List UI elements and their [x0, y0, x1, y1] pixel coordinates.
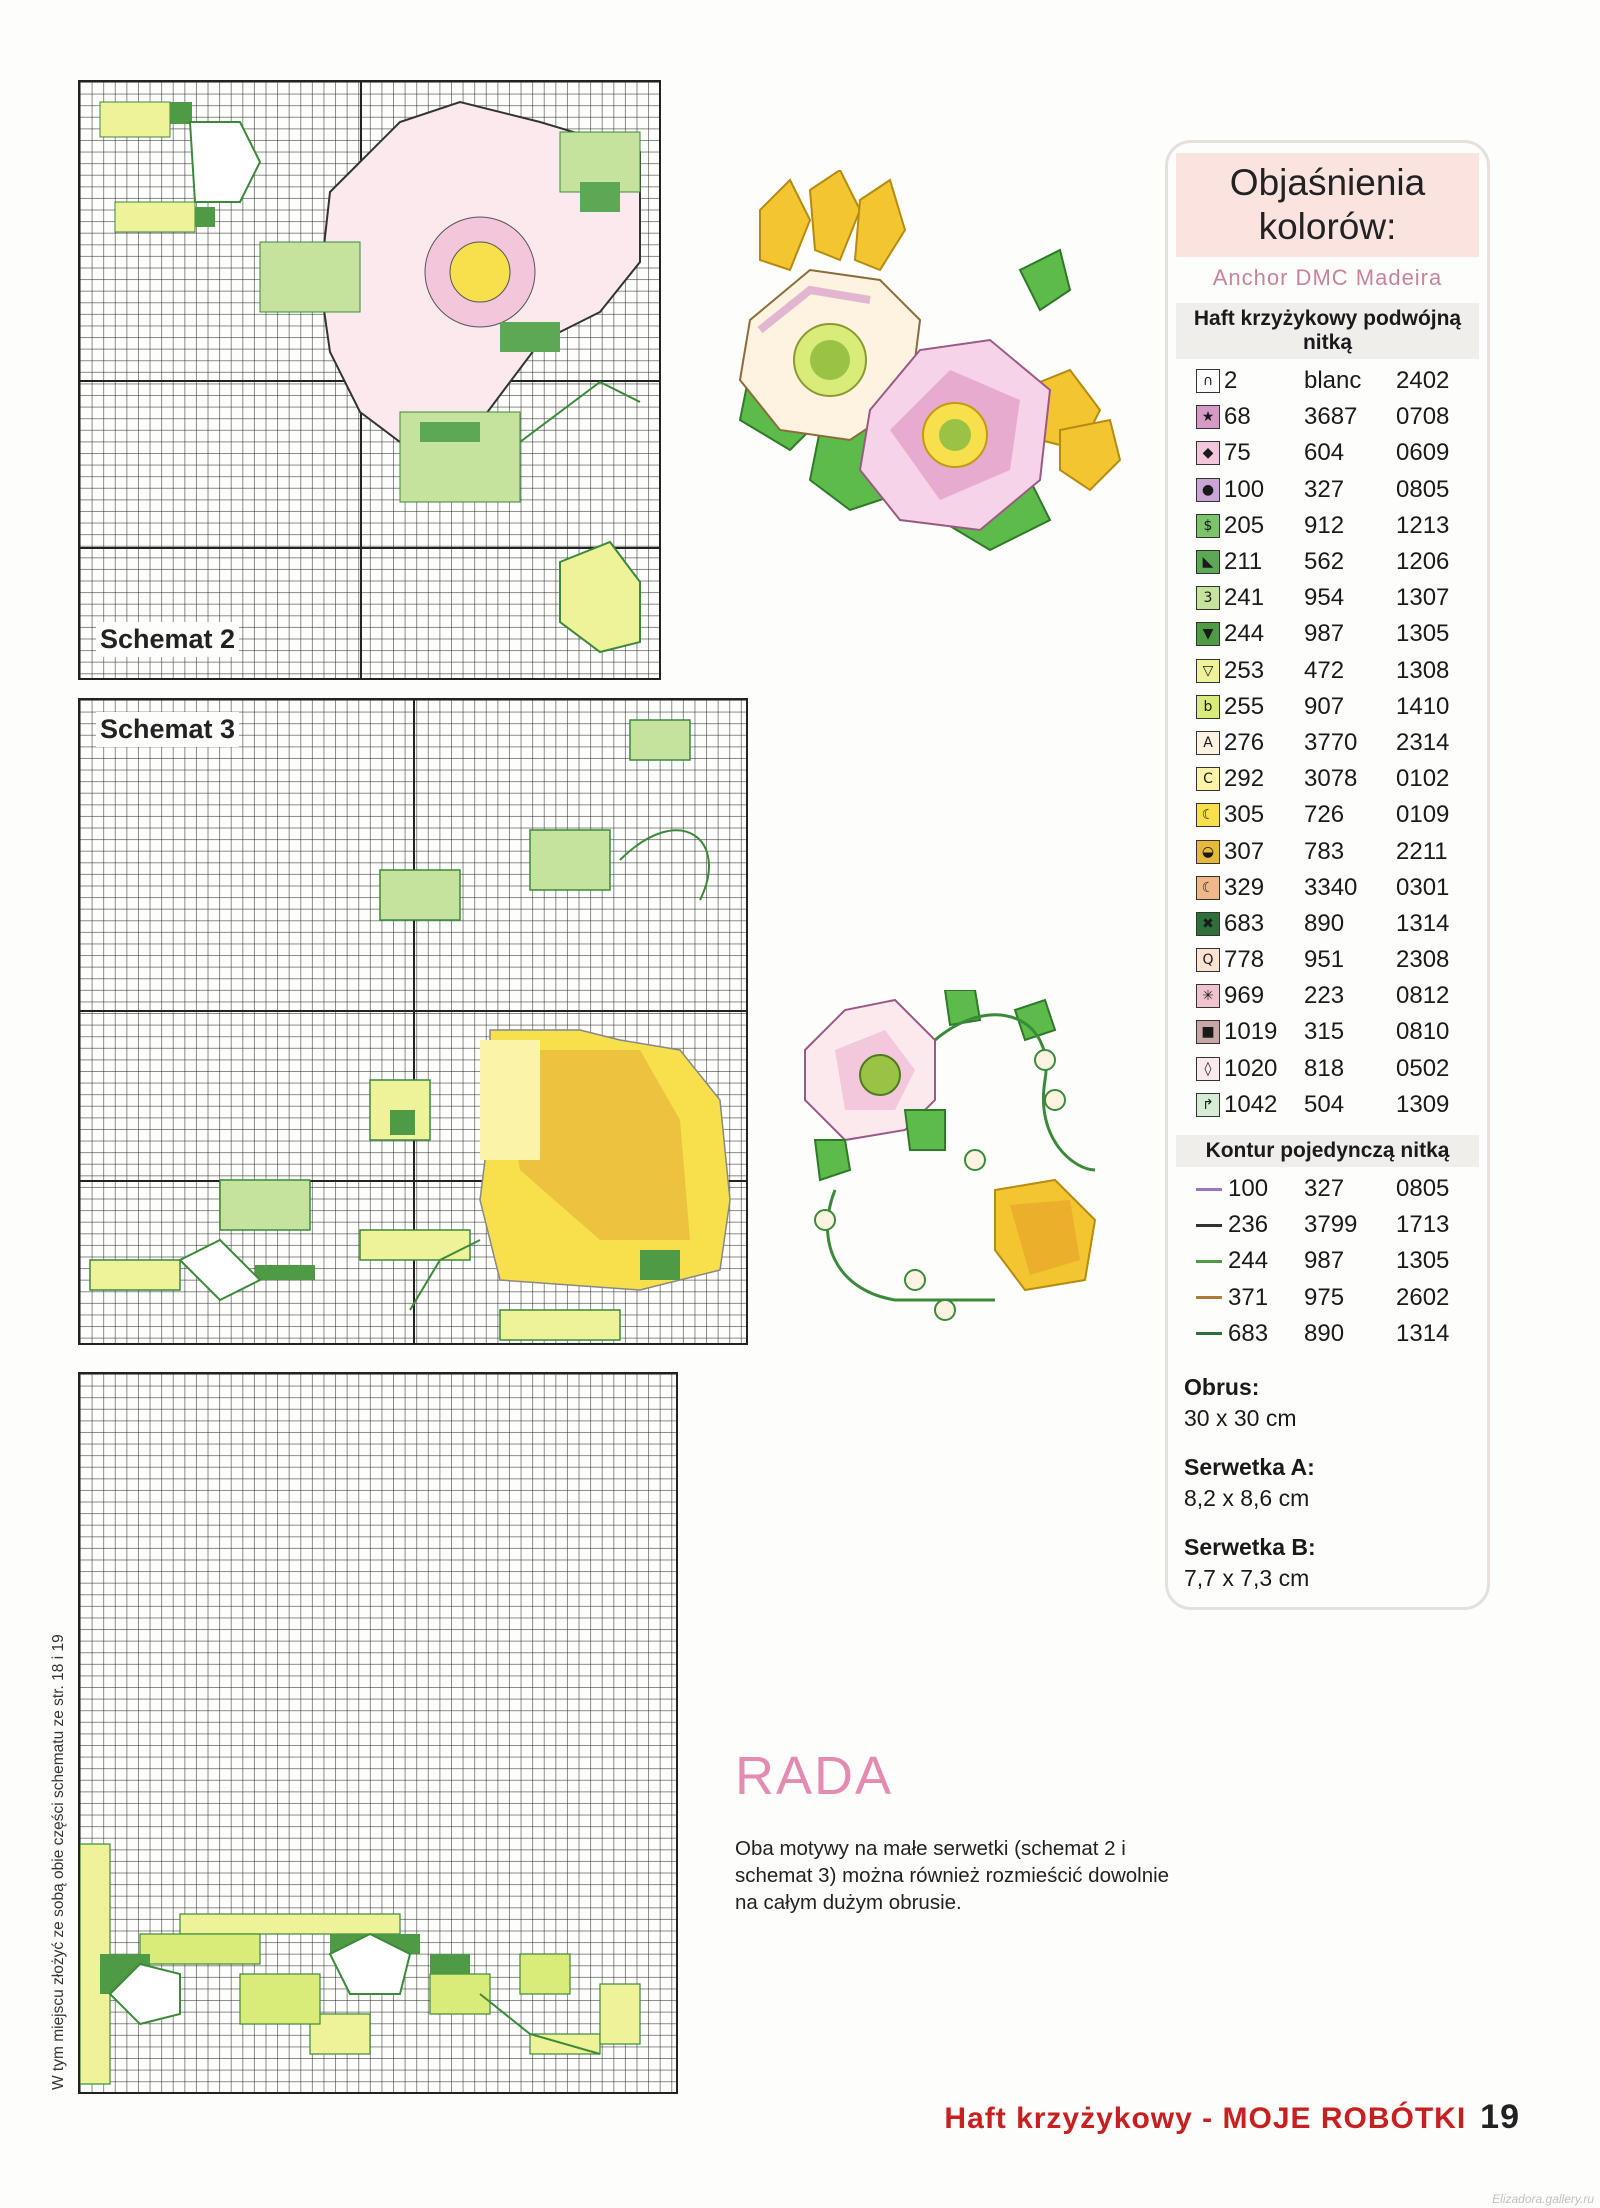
- rada-title: RADA: [735, 1746, 894, 1806]
- size-entry: [1184, 1534, 1487, 1592]
- dmc-code: 223: [1304, 982, 1345, 1010]
- anchor-code: 1042: [1224, 1090, 1278, 1118]
- legend-symbol: A: [1196, 731, 1220, 755]
- outline-line-swatch: [1196, 1188, 1222, 1191]
- size-label: Serwetka A:: [1184, 1453, 1315, 1480]
- legend-symbol: ✳: [1196, 984, 1220, 1008]
- dmc-code: 562: [1304, 548, 1345, 576]
- legend-symbol: Q: [1196, 948, 1220, 972]
- color-legend: [1165, 140, 1490, 1610]
- legend-row: [1168, 435, 1487, 471]
- anchor-code: 683: [1228, 1319, 1269, 1347]
- legend-symbol: ↱: [1196, 1093, 1220, 1117]
- anchor-code: 255: [1224, 692, 1265, 720]
- madeira-code: 0810: [1396, 1018, 1450, 1046]
- legend-symbol: b: [1196, 695, 1220, 719]
- legend-row: [1168, 363, 1487, 399]
- legend-brands: Anchor DMC Madeira: [1212, 265, 1443, 290]
- size-value: 30 x 30 cm: [1184, 1404, 1297, 1431]
- legend-row: [1168, 906, 1487, 942]
- anchor-code: 100: [1224, 475, 1265, 503]
- anchor-code: 1020: [1224, 1054, 1278, 1082]
- legend-symbol: ▽: [1196, 659, 1220, 683]
- dmc-code: 327: [1304, 1175, 1345, 1203]
- legend-symbol: 3: [1196, 586, 1220, 610]
- dmc-code: 818: [1304, 1054, 1345, 1082]
- madeira-code: 2211: [1396, 837, 1448, 865]
- page-footer: [944, 2098, 1520, 2137]
- dmc-code: 3078: [1304, 765, 1358, 793]
- madeira-code: 0708: [1396, 403, 1450, 431]
- legend-row: [1168, 942, 1487, 978]
- dmc-code: 987: [1304, 1247, 1345, 1275]
- madeira-code: 0102: [1396, 765, 1450, 793]
- legend-symbol: $: [1196, 514, 1220, 538]
- legend-symbol: ∩: [1196, 369, 1220, 393]
- outline-line-swatch: [1196, 1332, 1222, 1335]
- madeira-code: 1314: [1396, 909, 1450, 937]
- kontur-row: [1168, 1316, 1487, 1352]
- size-entry: [1184, 1454, 1487, 1512]
- legend-row: [1168, 580, 1487, 616]
- legend-symbol: ◊: [1196, 1057, 1220, 1081]
- legend-row: [1168, 472, 1487, 508]
- size-value: 8,2 x 8,6 cm: [1184, 1484, 1310, 1511]
- legend-symbol: ☾: [1196, 803, 1220, 827]
- legend-section-outline: Kontur pojedynczą nitką: [1176, 1135, 1479, 1167]
- dmc-code: 907: [1304, 692, 1345, 720]
- schemat-3-label: Schemat 3: [96, 712, 239, 747]
- madeira-code: 0609: [1396, 439, 1450, 467]
- madeira-code: 1713: [1396, 1211, 1450, 1239]
- legend-row: [1168, 725, 1487, 761]
- madeira-code: 1307: [1396, 584, 1450, 612]
- anchor-code: 371: [1228, 1283, 1269, 1311]
- legend-sizes: [1168, 1374, 1487, 1592]
- legend-symbol: ■: [1196, 1020, 1220, 1044]
- madeira-code: 1410: [1396, 692, 1450, 720]
- legend-row: [1168, 653, 1487, 689]
- anchor-code: 307: [1224, 837, 1265, 865]
- obrus-pattern: [80, 1374, 680, 2096]
- anchor-code: 2: [1224, 367, 1238, 395]
- size-entry: [1184, 1374, 1487, 1432]
- madeira-code: 0812: [1396, 982, 1450, 1010]
- madeira-code: 0502: [1396, 1054, 1450, 1082]
- anchor-code: 1019: [1224, 1018, 1278, 1046]
- dmc-code: 890: [1304, 1319, 1345, 1347]
- legend-row: [1168, 1051, 1487, 1087]
- schemat-3-pattern: [80, 700, 750, 1347]
- footer-text: Haft krzyżykowy - MOJE ROBÓTKI: [944, 2102, 1467, 2135]
- legend-symbol: ★: [1196, 405, 1220, 429]
- anchor-code: 236: [1228, 1211, 1269, 1239]
- legend-row: [1168, 978, 1487, 1014]
- size-label: Obrus:: [1184, 1373, 1260, 1400]
- anchor-code: 305: [1224, 801, 1265, 829]
- legend-symbol: ◒: [1196, 840, 1220, 864]
- legend-row: [1168, 1087, 1487, 1123]
- madeira-code: 1305: [1396, 620, 1450, 648]
- dmc-code: 472: [1304, 656, 1345, 684]
- side-note: W tym miejscu złożyć ze sobą obie części schematu ze str. 18 i 19: [50, 1634, 67, 2090]
- dmc-code: 315: [1304, 1018, 1345, 1046]
- size-label: Serwetka B:: [1184, 1533, 1316, 1560]
- legend-section-cross-stitch: Haft krzyżykowy podwójną nitką: [1176, 303, 1479, 359]
- madeira-code: 1305: [1396, 1247, 1450, 1275]
- legend-row: [1168, 761, 1487, 797]
- legend-symbol: ●: [1196, 478, 1220, 502]
- schemat-2-grid: [78, 80, 661, 680]
- legend-symbol: ◆: [1196, 441, 1220, 465]
- dmc-code: 3340: [1304, 873, 1358, 901]
- outline-line-swatch: [1196, 1296, 1222, 1299]
- anchor-code: 253: [1224, 656, 1265, 684]
- madeira-code: 2602: [1396, 1283, 1450, 1311]
- anchor-code: 244: [1228, 1247, 1269, 1275]
- legend-symbol: ✖: [1196, 912, 1220, 936]
- dmc-code: 3687: [1304, 403, 1358, 431]
- dmc-code: 726: [1304, 801, 1345, 829]
- kontur-rows: [1168, 1171, 1487, 1352]
- kontur-row: [1168, 1171, 1487, 1207]
- anchor-code: 211: [1224, 548, 1263, 576]
- dmc-code: 3799: [1304, 1211, 1358, 1239]
- rada-body: Oba motywy na małe serwetki (schemat 2 i schemat 3) można również rozmieścić dowolnie na całym dużym obrusie.: [735, 1837, 1170, 1914]
- anchor-code: 329: [1224, 873, 1265, 901]
- kontur-row: [1168, 1243, 1487, 1279]
- dmc-code: blanc: [1304, 367, 1362, 395]
- corner-bouquet-illustration: [720, 170, 1140, 580]
- anchor-code: 778: [1224, 946, 1265, 974]
- anchor-code: 100: [1228, 1175, 1269, 1203]
- anchor-code: 205: [1224, 511, 1265, 539]
- size-value: 7,7 x 7,3 cm: [1184, 1564, 1310, 1591]
- anchor-code: 244: [1224, 620, 1265, 648]
- obrus-grid: [78, 1372, 678, 2094]
- madeira-code: 0109: [1396, 801, 1450, 829]
- schemat-2-label: Schemat 2: [96, 622, 239, 657]
- kontur-row: [1168, 1280, 1487, 1316]
- legend-row: [1168, 399, 1487, 435]
- legend-row: [1168, 616, 1487, 652]
- legend-row: [1168, 544, 1487, 580]
- legend-row: [1168, 870, 1487, 906]
- madeira-code: 1314: [1396, 1319, 1450, 1347]
- legend-row: [1168, 689, 1487, 725]
- madeira-code: 2402: [1396, 367, 1450, 395]
- madeira-code: 1206: [1396, 548, 1450, 576]
- dmc-code: 912: [1304, 511, 1345, 539]
- dmc-code: 327: [1304, 475, 1345, 503]
- legend-rows: [1168, 363, 1487, 1123]
- dmc-code: 951: [1304, 946, 1345, 974]
- dmc-code: 604: [1304, 439, 1345, 467]
- legend-row: [1168, 797, 1487, 833]
- madeira-code: 0805: [1396, 1175, 1450, 1203]
- dmc-code: 890: [1304, 909, 1345, 937]
- legend-symbol: C: [1196, 767, 1220, 791]
- legend-row: [1168, 1014, 1487, 1050]
- madeira-code: 2308: [1396, 946, 1450, 974]
- watermark: Elizadora.gallery.ru: [1492, 2192, 1594, 2206]
- dmc-code: 783: [1304, 837, 1345, 865]
- outline-line-swatch: [1196, 1260, 1222, 1263]
- dmc-code: 975: [1304, 1283, 1345, 1311]
- kontur-row: [1168, 1207, 1487, 1243]
- anchor-code: 276: [1224, 728, 1265, 756]
- page-number: 19: [1480, 2098, 1520, 2136]
- anchor-code: 68: [1224, 403, 1251, 431]
- legend-row: [1168, 833, 1487, 869]
- dmc-code: 504: [1304, 1090, 1345, 1118]
- anchor-code: 969: [1224, 982, 1265, 1010]
- madeira-code: 1309: [1396, 1090, 1450, 1118]
- madeira-code: 1308: [1396, 656, 1450, 684]
- anchor-code: 292: [1224, 765, 1265, 793]
- small-corner-illustration: [795, 990, 1125, 1330]
- dmc-code: 987: [1304, 620, 1345, 648]
- schemat-2-pattern: [80, 82, 663, 682]
- legend-row: [1168, 508, 1487, 544]
- dmc-code: 3770: [1304, 728, 1358, 756]
- legend-title: Objaśnienia kolorów:: [1176, 153, 1479, 257]
- madeira-code: 1213: [1396, 511, 1450, 539]
- outline-line-swatch: [1196, 1224, 1222, 1227]
- legend-symbol: ☾: [1196, 876, 1220, 900]
- anchor-code: 241: [1224, 584, 1265, 612]
- legend-symbol: ▼: [1196, 622, 1220, 646]
- madeira-code: 0805: [1396, 475, 1450, 503]
- anchor-code: 683: [1224, 909, 1265, 937]
- legend-symbol: ◣: [1196, 550, 1220, 574]
- anchor-code: 75: [1224, 439, 1251, 467]
- madeira-code: 0301: [1396, 873, 1450, 901]
- dmc-code: 954: [1304, 584, 1345, 612]
- schemat-3-grid: [78, 698, 748, 1345]
- madeira-code: 2314: [1396, 728, 1450, 756]
